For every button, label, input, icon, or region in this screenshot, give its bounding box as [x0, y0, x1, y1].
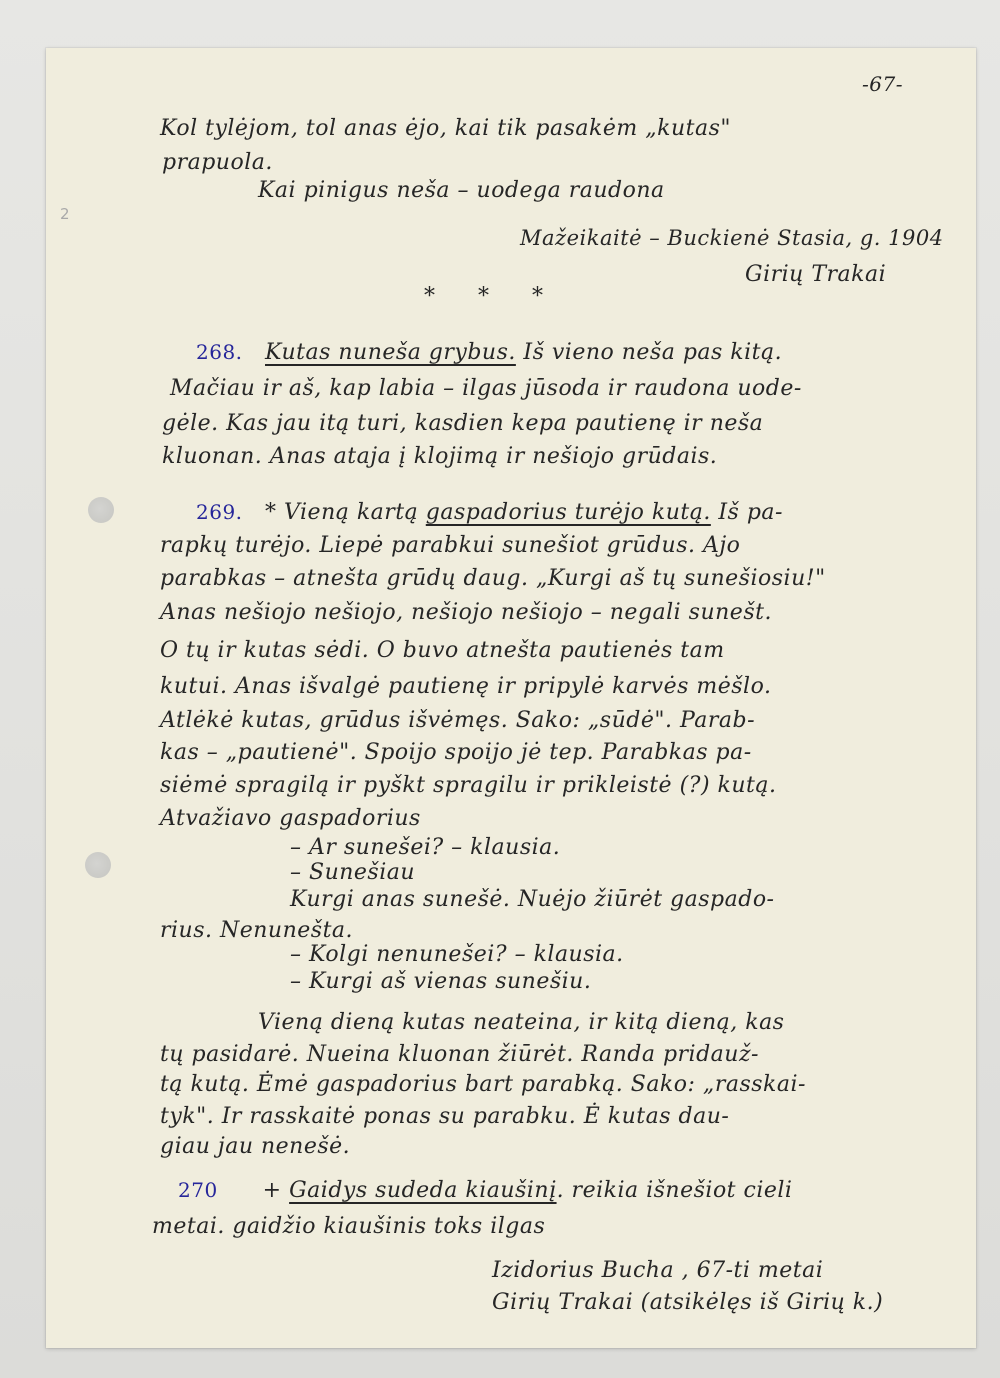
prev-entry-line-1: Kol tylėjom, tol anas ėjo, kai tik pasakėm „kutas" — [160, 116, 731, 141]
entry-268-text-start: Iš vieno neša pas kitą. — [523, 340, 783, 365]
entry-269-line-14: rius. Nenunešta. — [160, 918, 354, 943]
entry-269-line-2: rapkų turėjo. Liepė parabkui sunešiot grūdus. Ajo — [160, 533, 741, 558]
entry-269-line-8: kas – „pautienė". Spoijo spoijo jė tep. Parabkas pa- — [160, 740, 752, 765]
entry-270-line-1 — [178, 1178, 792, 1203]
entry-269-line-9: siėmė spragilą ir pyškt spragilu ir prikleistė (?) kutą. — [160, 773, 777, 798]
pencil-margin-mark: 2 — [60, 205, 70, 223]
entry-270-number: 270 — [178, 1178, 218, 1202]
entry-269-number: 269. — [196, 500, 243, 524]
entry-268-line-3: gėle. Kas jau itą turi, kasdien kepa pautienę ir neša — [162, 411, 764, 436]
page-number: -67- — [862, 72, 903, 96]
entry-268-line-2: Mačiau ir aš, kap labia – ilgas jūsoda ir raudona uode- — [170, 376, 802, 401]
entry-269-text-continue: Iš pa- — [718, 500, 783, 525]
entry-268-title: Kutas nuneša grybus. — [265, 340, 516, 365]
entry-269-line-21: giau jau nenešė. — [160, 1134, 351, 1159]
entry-269-line-3: parabkas – atnešta grūdų daug. „Kurgi aš tų sunešiosiu!" — [160, 566, 826, 591]
entry-269-line-11: – Ar sunešei? – klausia. — [290, 835, 561, 860]
prev-entry-line-3: Kai pinigus neša – uodega raudona — [258, 178, 665, 203]
entry-269-line-18: tų pasidarė. Nueina kluonan žiūrėt. Randa pridauž- — [160, 1042, 759, 1067]
prev-entry-place: Girių Trakai — [745, 262, 887, 287]
entry-269-line-16: – Kurgi aš vienas sunešiu. — [290, 969, 592, 994]
entry-268-line-4: kluonan. Anas ataja į klojimą ir nešiojo grūdais. — [162, 444, 718, 469]
section-separator: * * * — [424, 284, 561, 309]
entry-269-line-19: tą kutą. Ėmė gaspadorius bart parabką. Sako: „rasskai- — [160, 1072, 806, 1097]
entry-269-line-1 — [196, 500, 783, 525]
entry-270-text-continue: . reikia išnešiot cieli — [556, 1178, 793, 1203]
entry-269-title: gaspadorius turėjo kutą. — [425, 500, 711, 525]
punch-hole-lower — [85, 852, 111, 878]
entry-269-line-17: Vieną dieną kutas neateina, ir kitą dieną, kas — [258, 1010, 785, 1035]
entry-270-informant: Izidorius Bucha , 67-ti metai — [492, 1258, 824, 1283]
entry-270-text-start: + — [262, 1178, 290, 1203]
entry-269-line-20: tyk". Ir rasskaitė ponas su parabku. Ė kutas dau- — [160, 1104, 730, 1129]
entry-269-line-7: Atlėkė kutas, grūdus išvėmęs. Sako: „sūdė". Parab- — [160, 708, 756, 733]
punch-hole-upper — [88, 497, 114, 523]
prev-entry-line-2: prapuola. — [162, 150, 273, 175]
entry-270-line-2: metai. gaidžio kiaušinis toks ilgas — [152, 1214, 546, 1239]
entry-268-number: 268. — [196, 340, 243, 364]
entry-269-line-6: kutui. Anas išvalgė pautienę ir pripylė karvės mėšlo. — [160, 674, 772, 699]
entry-269-text-start: * Vieną kartą — [265, 500, 426, 525]
entry-270-title: Gaidys sudeda kiaušinį — [289, 1178, 557, 1203]
entry-269-line-13: Kurgi anas sunešė. Nuėjo žiūrėt gaspado- — [290, 887, 775, 912]
entry-269-line-5: O tų ir kutas sėdi. O buvo atnešta pautienės tam — [160, 638, 725, 663]
entry-269-line-10: Atvažiavo gaspadorius — [160, 806, 421, 831]
entry-269-line-15: – Kolgi nenunešei? – klausia. — [290, 942, 624, 967]
entry-270-place: Girių Trakai (atsikėlęs iš Girių k.) — [492, 1290, 884, 1315]
entry-269-line-4: Anas nešiojo nešiojo, nešiojo nešiojo – negali sunešt. — [160, 600, 772, 625]
prev-entry-informant: Mažeikaitė – Buckienė Stasia, g. 1904 — [520, 226, 944, 250]
entry-269-line-12: – Sunešiau — [290, 860, 416, 885]
entry-268-line-1 — [196, 340, 782, 365]
